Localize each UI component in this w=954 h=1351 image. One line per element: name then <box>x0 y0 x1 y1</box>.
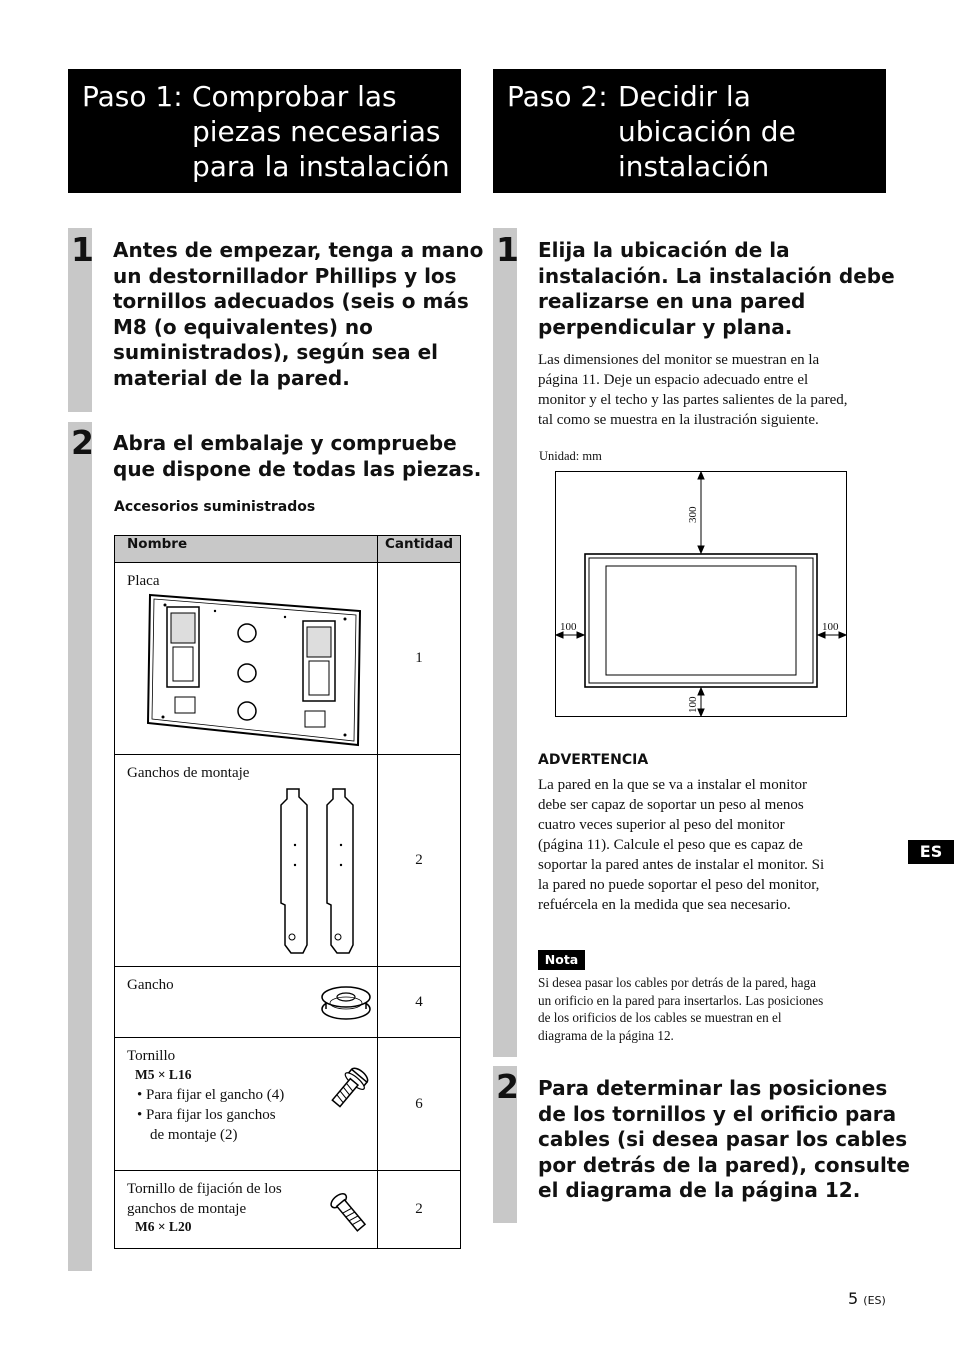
table-row <box>115 967 461 1038</box>
step-heading: Antes de empezar, tenga a mano un destornillador Phillips y los tornillos adecuados (seis o más M8 (o equivalentes) no suministrados), según sea el material de la pared. <box>113 238 484 390</box>
step-number: 2 <box>71 423 94 462</box>
item-name: Tornillo <box>127 1048 176 1064</box>
item-qty: 6 <box>378 1038 461 1171</box>
mounting-hooks-illustration <box>277 785 377 957</box>
step-number: 1 <box>496 230 519 269</box>
item-qty: 1 <box>378 563 461 755</box>
item-bullet: • Para fijar el gancho (4) <box>137 1087 285 1103</box>
page-number: 5 (ES) <box>848 1289 886 1308</box>
step-heading: Para determinar las posiciones de los tornillos y el orificio para cables (si desea pasar los cables por detrás de la pared), consulte el diagrama de la página 12. <box>538 1076 910 1203</box>
dim-top: 300 <box>687 506 699 523</box>
table-row <box>115 755 461 967</box>
step1-title-line: piezas necesarias <box>192 115 441 148</box>
dim-bottom: 100 <box>687 696 699 713</box>
warning-body: La pared en la que se va a instalar el monitor debe ser capaz de soportar un peso al menos cuatro veces superior al peso del monitor (página 11). Calcule el peso que es capaz de soportar la pared antes de instalar el monitor. Si la pared no puede soportar el peso del monitor, refuércela en la medida que sea necesario. <box>538 777 825 913</box>
item-qty: 2 <box>378 755 461 967</box>
dim-left: 100 <box>560 621 577 633</box>
table-row <box>115 1038 461 1171</box>
item-name: Placa <box>127 573 160 589</box>
item-name: ganchos de montaje <box>127 1201 247 1217</box>
item-name: Ganchos de montaje <box>127 765 250 781</box>
language-tab: ES <box>908 840 954 864</box>
plate-illustration <box>145 591 365 751</box>
table-header-row <box>115 536 461 563</box>
step1-title-line: para la instalación <box>192 150 450 183</box>
step1-title-line: Comprobar las <box>192 80 397 113</box>
step2-title <box>493 69 886 193</box>
step-heading: Elija la ubicación de la instalación. La instalación debe realizarse en una pared perpendicular y plana. <box>538 238 895 339</box>
table-row <box>115 563 461 755</box>
step-number: 2 <box>496 1067 519 1106</box>
step-body: Las dimensiones del monitor se muestran en la página 11. Deje un espacio adecuado entre el monitor y el techo y las partes salientes de la pared, tal como se muestra en la ilustración siguiente. <box>538 352 848 428</box>
note-badge: Nota <box>538 950 585 970</box>
screw-m6-icon <box>325 1189 373 1237</box>
item-bullet: • Para fijar los ganchos <box>137 1107 276 1123</box>
item-qty: 2 <box>378 1171 461 1249</box>
accessories-title: Accesorios suministrados <box>114 499 316 515</box>
note-body: Si desea pasar los cables por detrás de la pared, haga un orificio en la pared para insertarlos. Las posiciones de los orificios de los cables se muestran en el diagrama de la página 12. <box>538 975 824 1043</box>
item-spec: M6 × L20 <box>135 1219 192 1234</box>
hook-illustration <box>319 979 373 1023</box>
screw-m5-icon <box>327 1064 371 1112</box>
step2-title-line: Decidir la <box>618 80 751 113</box>
dim-right: 100 <box>822 621 839 633</box>
step-bar <box>493 228 517 1057</box>
clearance-diagram <box>555 471 847 717</box>
diagram-unit: Unidad: mm <box>539 449 602 463</box>
step-bar <box>68 422 92 1271</box>
step1-title <box>68 69 461 193</box>
col-header-name: Nombre <box>115 536 378 563</box>
step-heading: Abra el embalaje y compruebe que dispone de todas las piezas. <box>113 431 482 481</box>
table-row <box>115 1171 461 1249</box>
step2-title-prefix: Paso 2: <box>507 80 608 113</box>
step2-title-line: instalación <box>618 150 770 183</box>
item-spec: M5 × L16 <box>135 1067 192 1082</box>
item-bullet: de montaje (2) <box>150 1127 238 1143</box>
step1-title-prefix: Paso 1: <box>82 80 183 113</box>
step2-title-line: ubicación de <box>618 115 796 148</box>
item-name: Gancho <box>127 977 174 993</box>
item-qty: 4 <box>378 967 461 1038</box>
accessories-table <box>114 535 461 1249</box>
item-name: Tornillo de fijación de los <box>127 1181 282 1197</box>
warning-title: ADVERTENCIA <box>538 752 649 768</box>
step-number: 1 <box>71 230 94 269</box>
col-header-qty: Cantidad <box>378 536 461 563</box>
